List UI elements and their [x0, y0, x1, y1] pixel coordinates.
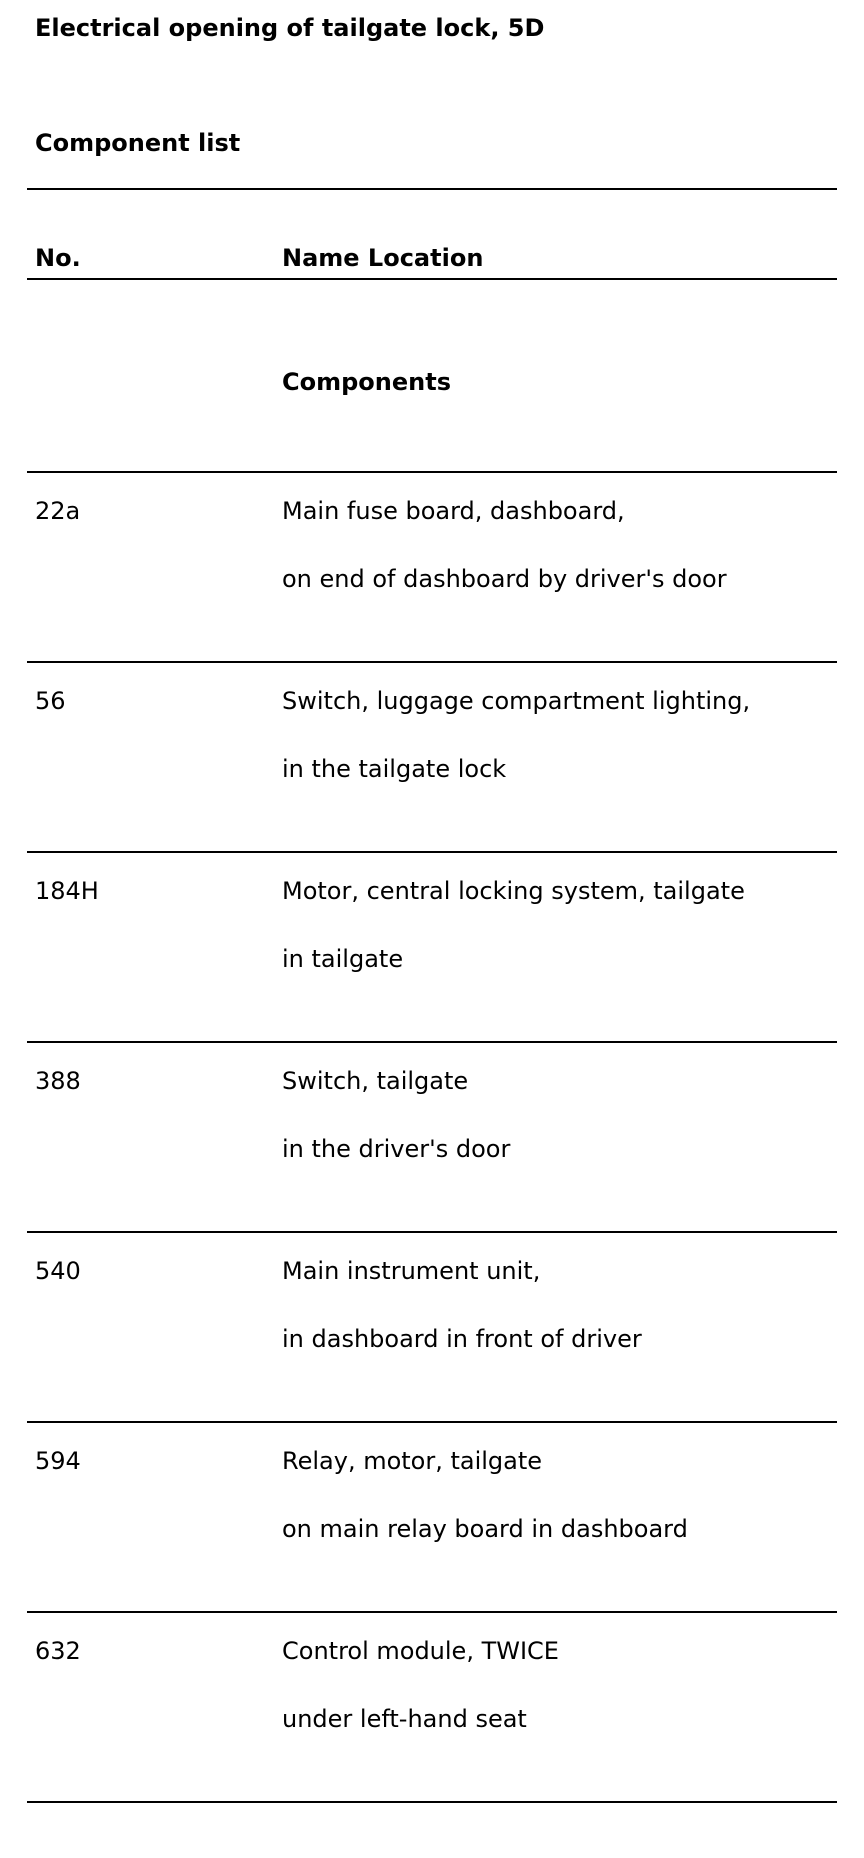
document-title: Electrical opening of tailgate lock, 5D: [35, 14, 545, 42]
row-divider: [27, 851, 837, 853]
component-name: Control module, TWICE: [282, 1637, 559, 1665]
component-location: under left-hand seat: [282, 1705, 527, 1733]
section-label-components: Components: [282, 368, 451, 396]
component-list-title: Component list: [35, 129, 241, 157]
row-divider: [27, 1041, 837, 1043]
component-location: in tailgate: [282, 945, 404, 973]
component-location: on end of dashboard by driver's door: [282, 565, 727, 593]
component-name: Main fuse board, dashboard,: [282, 497, 625, 525]
component-name: Switch, luggage compartment lighting,: [282, 687, 751, 715]
table-row: [0, 1421, 864, 1611]
component-number: 22a: [35, 497, 81, 525]
table-row: [0, 1231, 864, 1421]
header-bottom-rule: [27, 278, 837, 280]
row-divider: [27, 1421, 837, 1423]
row-divider: [27, 1611, 837, 1613]
component-name: Switch, tailgate: [282, 1067, 469, 1095]
table-row: [0, 471, 864, 661]
component-location: on main relay board in dashboard: [282, 1515, 688, 1543]
row-divider: [27, 471, 837, 473]
row-divider: [27, 1231, 837, 1233]
component-name: Relay, motor, tailgate: [282, 1447, 543, 1475]
table-row: [0, 661, 864, 851]
table-row: [0, 1041, 864, 1231]
table-row: [0, 1611, 864, 1801]
column-header-name-location: Name Location: [282, 244, 484, 272]
component-location: in the tailgate lock: [282, 755, 507, 783]
component-number: 540: [35, 1257, 81, 1285]
component-number: 594: [35, 1447, 81, 1475]
component-number: 56: [35, 687, 66, 715]
table-top-rule: [27, 188, 837, 190]
row-divider: [27, 661, 837, 663]
table-row: [0, 851, 864, 1041]
component-number: 388: [35, 1067, 81, 1095]
column-header-number: No.: [35, 244, 81, 272]
component-number: 632: [35, 1637, 81, 1665]
component-name: Motor, central locking system, tailgate: [282, 877, 745, 905]
component-number: 184H: [35, 877, 99, 905]
component-location: in the driver's door: [282, 1135, 511, 1163]
table-bottom-rule: [27, 1801, 837, 1803]
component-location: in dashboard in front of driver: [282, 1325, 642, 1353]
component-name: Main instrument unit,: [282, 1257, 541, 1285]
